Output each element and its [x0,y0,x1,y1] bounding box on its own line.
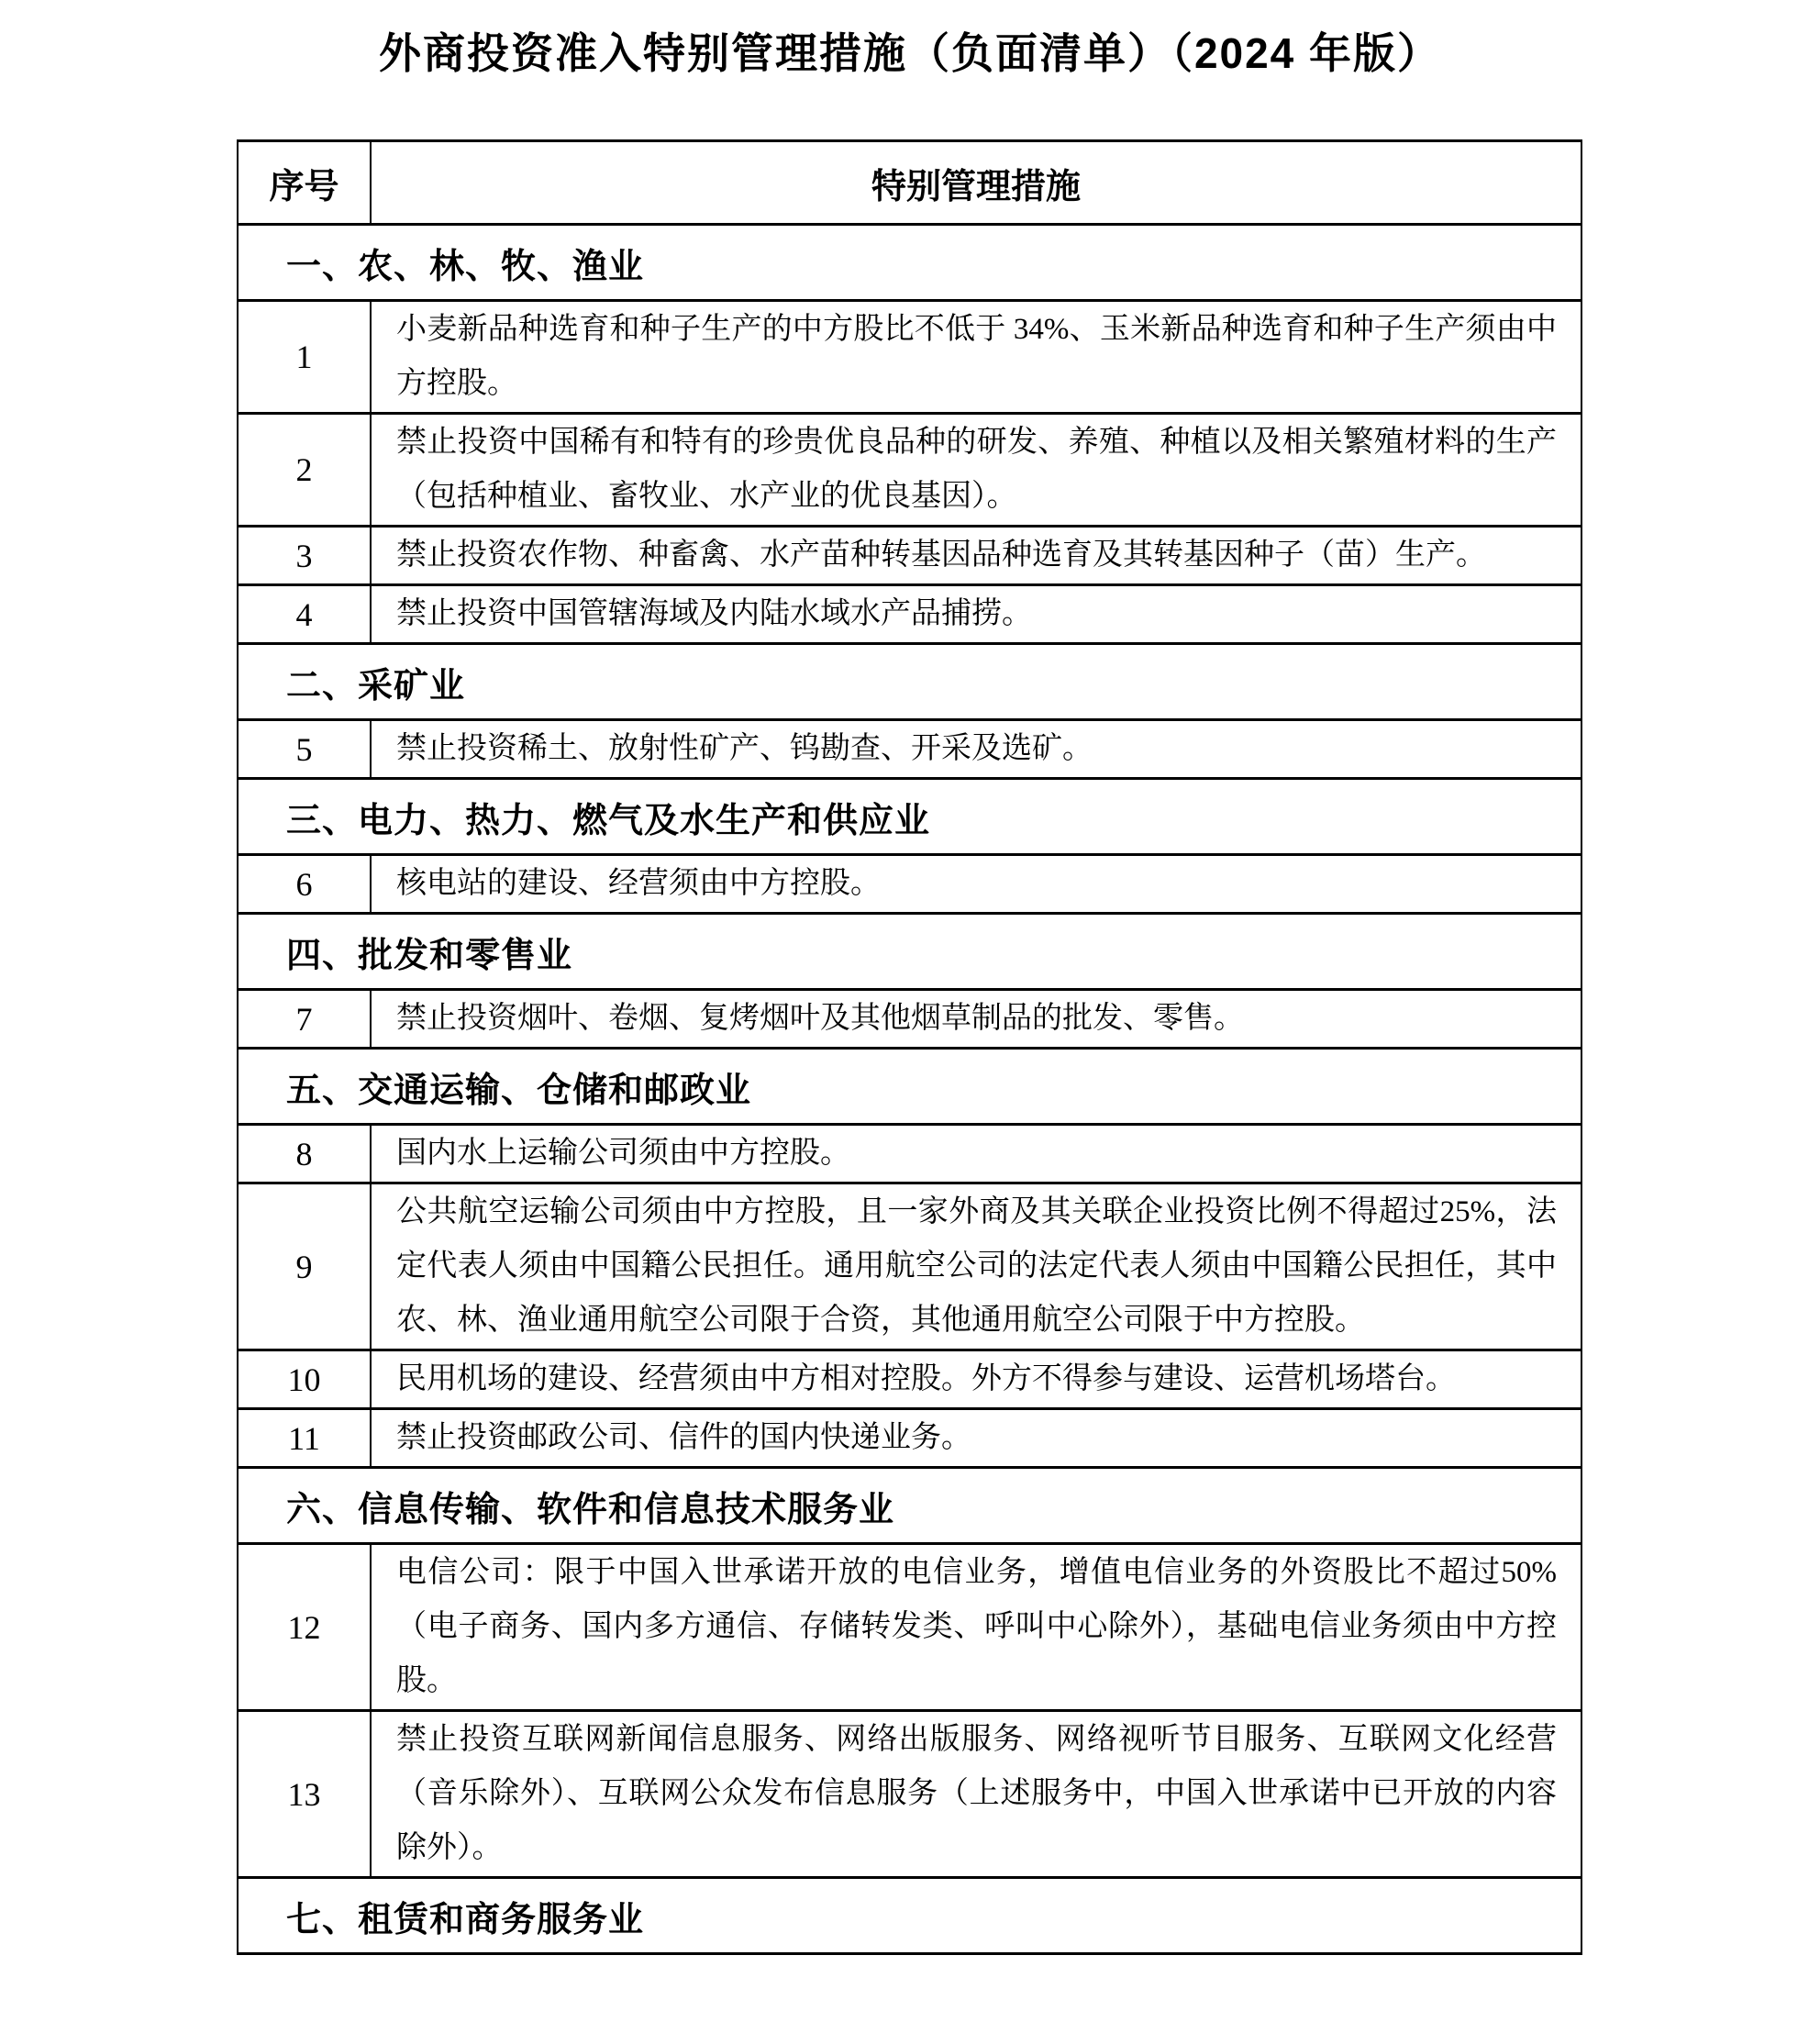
measure-row [238,1125,1581,1183]
measure-text: 公共航空运输公司须由中方控股，且一家外商及其关联企业投资比例不得超过25%，法定代表人须由中国籍公民担任。通用航空公司的法定代表人须由中国籍公民担任，其中农、林、渔业通用航空公司限于合资，其他通用航空公司限于中方控股。 [371,1183,1581,1350]
table-header-row [238,141,1581,225]
industry-section-row [238,779,1581,855]
measure-row [238,1183,1581,1350]
table-body [238,225,1581,1954]
industry-section-row [238,1049,1581,1125]
measure-number: 12 [238,1544,371,1711]
column-header-index: 序号 [238,141,371,225]
industry-section-title: 七、租赁和商务服务业 [238,1878,1581,1954]
measure-row [238,301,1581,414]
industry-section-row [238,1878,1581,1954]
negative-list-table [237,139,1582,1955]
measure-text: 国内水上运输公司须由中方控股。 [371,1125,1581,1183]
measure-number: 1 [238,301,371,414]
measure-number: 13 [238,1711,371,1878]
measure-text: 禁止投资互联网新闻信息服务、网络出版服务、网络视听节目服务、互联网文化经营（音乐除外）、互联网公众发布信息服务（上述服务中，中国入世承诺中已开放的内容除外）。 [371,1711,1581,1878]
industry-section-row [238,1468,1581,1544]
industry-section-title: 一、农、林、牧、渔业 [238,225,1581,301]
measure-number: 11 [238,1409,371,1468]
measure-row [238,1544,1581,1711]
document-title: 外商投资准入特别管理措施（负面清单）（2024 年版） [378,29,1442,77]
measure-row [238,990,1581,1049]
measure-row [238,1409,1581,1468]
measure-number: 6 [238,855,371,914]
measure-text: 禁止投资烟叶、卷烟、复烤烟叶及其他烟草制品的批发、零售。 [371,990,1581,1049]
measure-row [238,1711,1581,1878]
measure-number: 2 [238,414,371,527]
industry-section-row [238,225,1581,301]
industry-section-title: 五、交通运输、仓储和邮政业 [238,1049,1581,1125]
measure-row [238,527,1581,585]
measure-text: 禁止投资邮政公司、信件的国内快递业务。 [371,1409,1581,1468]
industry-section-row [238,914,1581,990]
measure-text: 核电站的建设、经营须由中方控股。 [371,855,1581,914]
measure-number: 8 [238,1125,371,1183]
measure-text: 禁止投资稀土、放射性矿产、钨勘查、开采及选矿。 [371,720,1581,779]
measure-number: 9 [238,1183,371,1350]
measure-text: 禁止投资农作物、种畜禽、水产苗种转基因品种选育及其转基因种子（苗）生产。 [371,527,1581,585]
measure-text: 禁止投资中国管辖海域及内陆水域水产品捕捞。 [371,585,1581,644]
measure-number: 7 [238,990,371,1049]
measure-number: 4 [238,585,371,644]
measure-row [238,414,1581,527]
measure-row [238,585,1581,644]
column-header-measure: 特别管理措施 [371,141,1581,225]
measure-number: 10 [238,1350,371,1409]
measure-text: 电信公司：限于中国入世承诺开放的电信业务，增值电信业务的外资股比不超过50%（电子商务、国内多方通信、存储转发类、呼叫中心除外），基础电信业务须由中方控股。 [371,1544,1581,1711]
measure-text: 民用机场的建设、经营须由中方相对控股。外方不得参与建设、运营机场塔台。 [371,1350,1581,1409]
measure-row [238,720,1581,779]
measure-text: 小麦新品种选育和种子生产的中方股比不低于 34%、玉米新品种选育和种子生产须由中方控股。 [371,301,1581,414]
industry-section-title: 六、信息传输、软件和信息技术服务业 [238,1468,1581,1544]
industry-section-title: 三、电力、热力、燃气及水生产和供应业 [238,779,1581,855]
industry-section-row [238,644,1581,720]
measure-number: 5 [238,720,371,779]
measure-row [238,1350,1581,1409]
industry-section-title: 二、采矿业 [238,644,1581,720]
measure-text: 禁止投资中国稀有和特有的珍贵优良品种的研发、养殖、种植以及相关繁殖材料的生产（包括种植业、畜牧业、水产业的优良基因）。 [371,414,1581,527]
measure-row [238,855,1581,914]
industry-section-title: 四、批发和零售业 [238,914,1581,990]
measure-number: 3 [238,527,371,585]
